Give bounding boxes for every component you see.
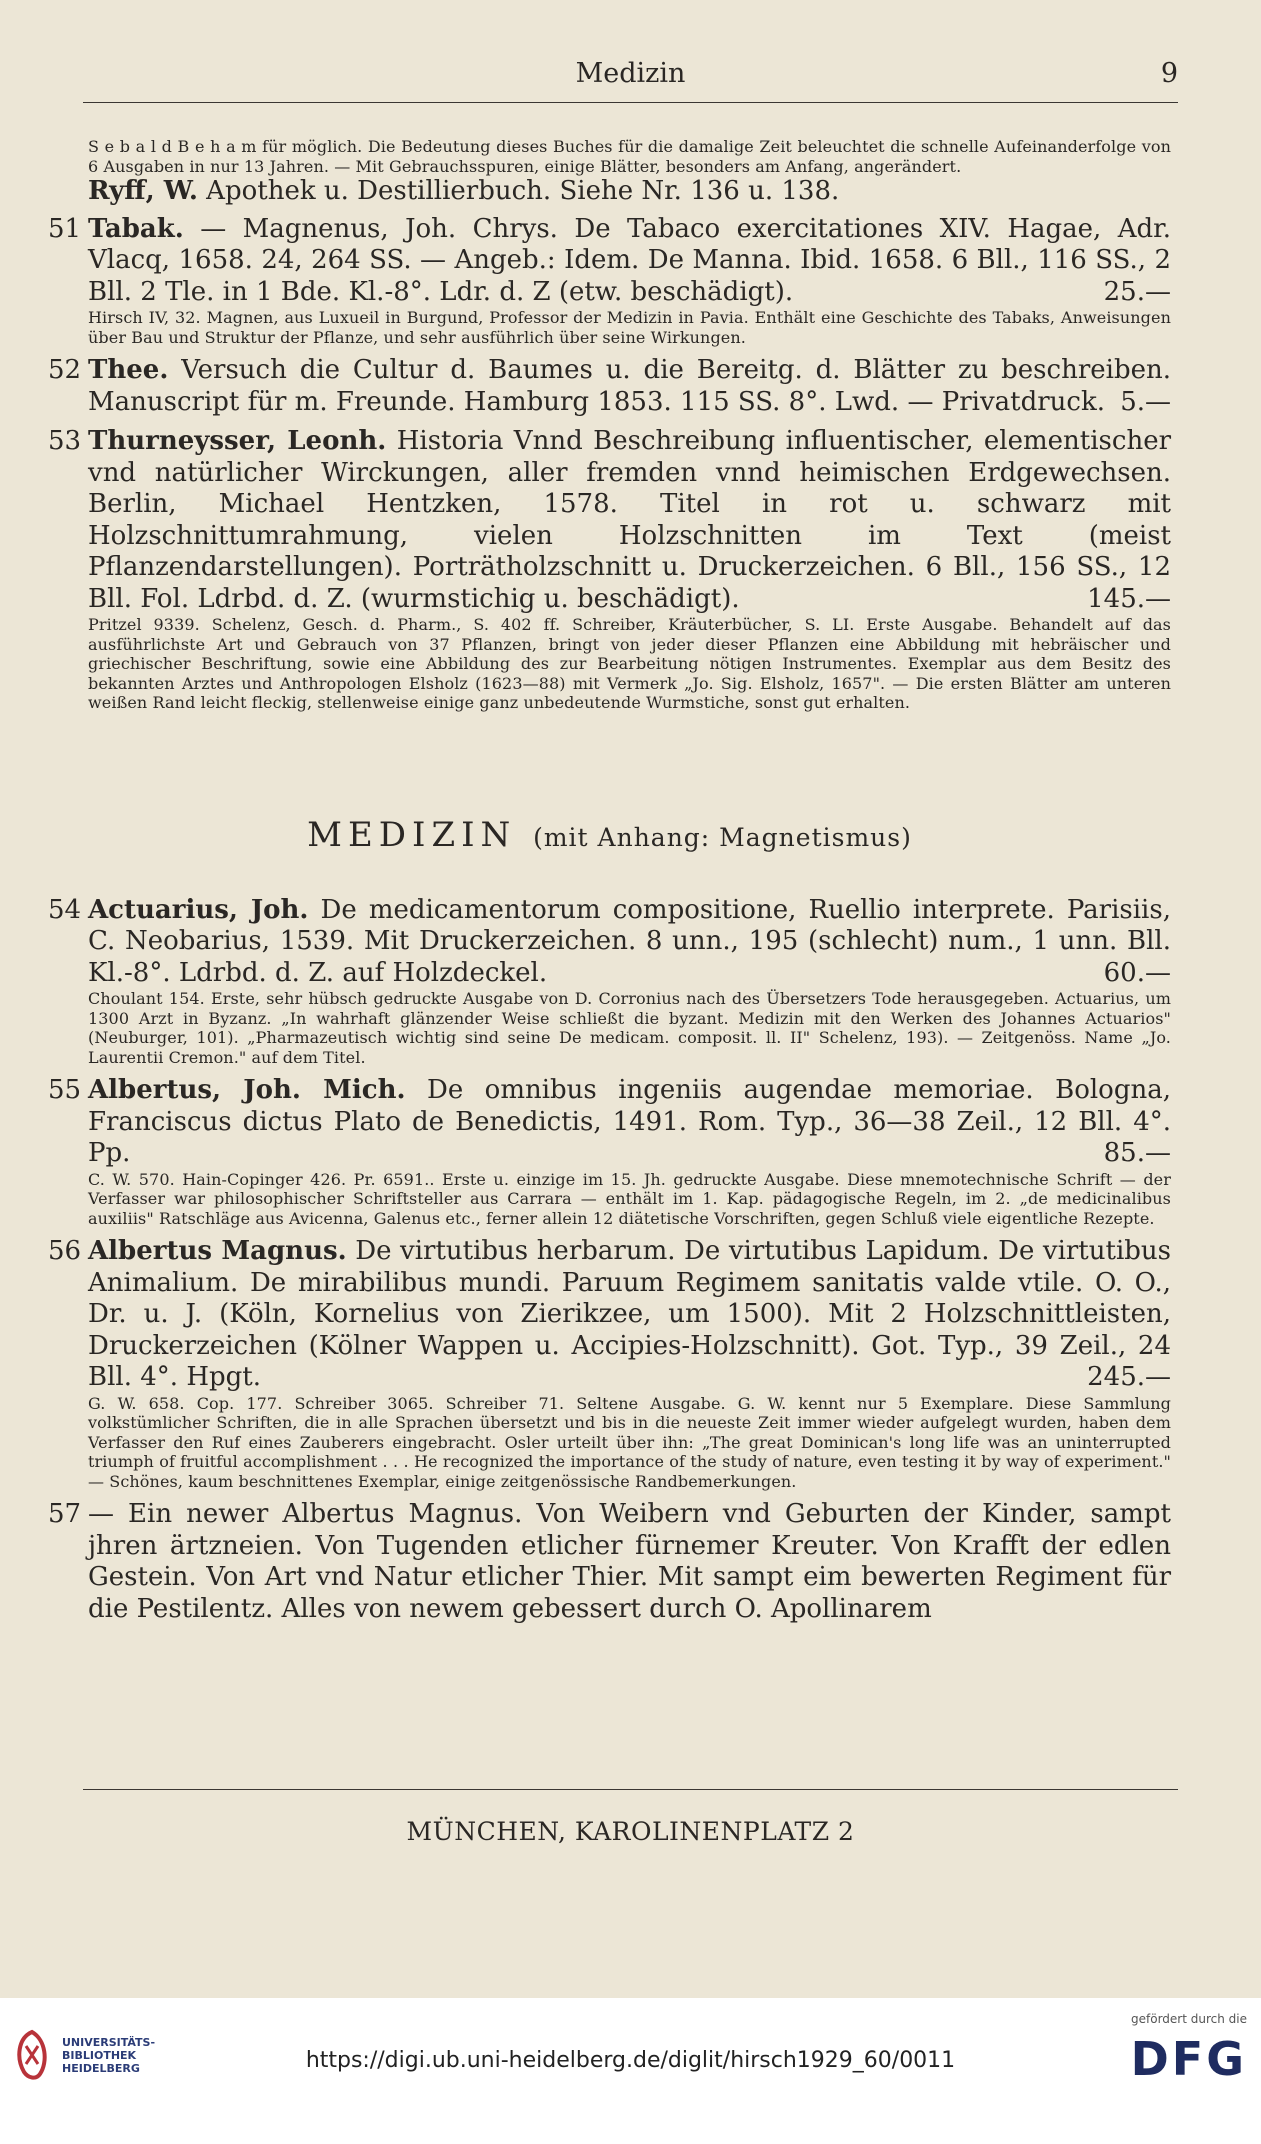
entry-author: Albertus, Joh. Mich. <box>88 1075 406 1105</box>
library-line: HEIDELBERG <box>62 2061 140 2075</box>
page-header <box>83 58 1178 102</box>
cross-reference-author: Ryff, W. <box>88 176 198 206</box>
library-line: BIBLIOTHEK <box>62 2048 137 2062</box>
footer-rule <box>83 1789 1178 1790</box>
entry-text: — Ein newer Albertus Magnus. Von Weibern vnd Geburten der Kinder, sampt jhren ärtzneien. Von Tugenden etlicher fürnemer Kreuter. Von Krafft der edlen Gestein. Von Art vnd Natur etlicher Thier. Mit sampt eim bewerten Regiment für die Pestilentz. Alles von newem gebessert durch O. Apollinarem <box>88 1499 1171 1624</box>
section-subtitle: (mit Anhang: Magnetismus) <box>533 822 912 852</box>
entry-number: 51 <box>48 213 82 244</box>
catalog-entry <box>48 214 1171 309</box>
entry-price: 25.— <box>1103 276 1171 307</box>
catalog-entry <box>48 1499 1171 1625</box>
catalog-entry <box>48 1075 1171 1170</box>
entry-author: Albertus Magnus. <box>88 1236 347 1266</box>
library-line: UNIVERSITÄTS- <box>62 2035 156 2049</box>
entry-note: G. W. 658. Cop. 177. Schreiber 3065. Schreiber 71. Seltene Ausgabe. G. W. kennt nur 5 Exemplare. Diese Sammlung volkstümlicher Schriften, die in alle Sprachen übersetzt und bis in die neueste Zeit immer wieder aufgelegt wurden, haben dem Verfasser den Ruf eines Zauberers eingebracht. Osler urteilt über ihn: „The great Dominican's long life was an uninterrupted triumph of fruitful accomplishment . . . He recognized the importance of the study of nature, even testing it by way of experiment." — Schönes, kaum beschnittenes Exemplar, einige zeitgenössische Randbemerkungen. <box>88 1393 1171 1491</box>
section-title: MEDIZIN <box>307 814 517 855</box>
entry-text: De virtutibus herbarum. De virtutibus Lapidum. De virtutibus Animalium. De mirabilibus mundi. Paruum Regimem sanitatis valde vtile. O. O., Dr. u. J. (Köln, Kornelius von Zierikzee, um 1500). Mit 2 Holzschnittleisten, Druckerzeichen (Kölner Wappen u. Accipies-Holzschnitt). Got. Typ., 39 Zeil., 24 Bll. 4°. Hpgt. <box>88 1236 1172 1392</box>
entries-top <box>48 214 1171 713</box>
page-number: 9 <box>1160 58 1178 89</box>
dfg-caption: gefördert durch die <box>1131 2012 1247 2026</box>
dfg-mark: DFG <box>1130 2032 1247 2086</box>
entry-text: — Magnenus, Joh. Chrys. De Tabaco exercitationes XIV. Hagae, Adr. Vlacq, 1658. 24, 264 SS. — Angeb.: Idem. De Manna. Ibid. 1658. 6 Bll., 116 SS., 2 Bll. 2 Tle. in 1 Bde. Kl.-8°. Ldr. d. Z (etw. beschädigt). <box>88 213 1171 307</box>
entry-number: 56 <box>48 1236 82 1266</box>
entry-text: Historia Vnnd Beschreibung influentischer, elementischer vnd natürlicher Wirckungen, aller fremden vnnd heimischen Erdgewechsen. Berlin, Michael Hentzken, 1578. Titel in rot u. schwarz mit Holzschnittumrahmung, vielen Holzschnitten im Text (meist Pflanzendarstellungen). Porträtholzschnitt u. Druckerzeichen. 6 Bll., 156 SS., 12 Bll. Fol. Ldrbd. d. Z. (wurmstichig u. beschädigt). <box>88 426 1172 614</box>
entry-author: Thee. <box>88 355 169 385</box>
catalog-entry <box>48 355 1171 418</box>
cross-reference <box>88 176 1171 208</box>
entry-price: 145.— <box>1087 583 1171 614</box>
catalog-entry <box>48 1236 1171 1394</box>
entry-note: C. W. 570. Hain-Copinger 426. Pr. 6591.. Erste u. einzige im 15. Jh. gedruckte Ausgabe. Diese mnemotechnische Schrift — der Verfasser war philosophischer Schriftsteller aus Carrara — enthält im 1. Kap. pädagogische Regeln, im 2. „de medicinalibus auxiliis" Ratschläge aus Avicenna, Galenus etc., ferner allein 12 diätetische Vorschriften, gegen Schluß viele eigentliche Rezepte. <box>88 1169 1171 1228</box>
catalog-content <box>48 137 1171 1625</box>
entry-note: Pritzel 9339. Schelenz, Gesch. d. Pharm., S. 402 ff. Schreiber, Kräuterbücher, S. LI. Erste Ausgabe. Behandelt auf das ausführlichste Art und Gebrauch von 37 Pflanzen, bringt von jeder dieser Pflanzen eine Abbildung mit hebräischer und griechischer Beschriftung, sowie eine Abbildung des zur Bearbeitung nötigen Instrumentes. Exemplar aus dem Besitz des bekannten Arztes und Anthropologen Elsholz (1623—88) mit Vermerk „Jo. Sig. Elsholz, 1657". — Die ersten Blätter am unteren weißen Rand leicht fleckig, stellenweise einige ganz unbedeutende Wurmstiche, sonst gut erhalten. <box>88 615 1171 712</box>
entry-price: 60.— <box>1103 957 1171 988</box>
entry-price: 245.— <box>1087 1362 1171 1392</box>
entry-number: 52 <box>48 355 82 385</box>
entry-text: Versuch die Cultur d. Baumes u. die Bereitg. d. Blätter zu beschreiben. Manuscript für m. Freunde. Hamburg 1853. 115 SS. 8°. Lwd. — Privatdruck. <box>88 355 1171 417</box>
entry-price: 5.— <box>1120 386 1171 417</box>
catalog-entry <box>48 895 1171 990</box>
entry-number: 53 <box>48 426 82 456</box>
entry-note: Choulant 154. Erste, sehr hübsch gedruckte Ausgabe von D. Corronius nach des Übersetzers Tode herausgegeben. Actuarius, um 1300 Arzt in Byzanz. „In wahrhaft glänzender Weise schließt die byzant. Medizin mit den Werken des Johannes Actuarios" (Neuburger, 101). „Pharmazeutisch wichtig sind seine De medicam. composit. ll. II" Schelenz, 193). — Zeitgenöss. Name „Jo. Laurentii Cremon." auf dem Titel. <box>88 989 1171 1067</box>
entry-number: 54 <box>48 894 82 925</box>
catalog-entry <box>48 426 1171 615</box>
intro-note: S e b a l d B e h a m für möglich. Die Bedeutung dieses Buches für die damalige Zeit beleuchtet die schnelle Aufeinanderfolge von 6 Ausgaben in nur 13 Jahren. — Mit Gebrauchsspuren, einige Blätter, besonders am Anfang, angerändert. <box>88 137 1171 176</box>
dfg-logo[interactable] <box>1131 2012 1247 2086</box>
page-footer: MÜNCHEN, KAROLINENPLATZ 2 <box>406 1817 855 1846</box>
header-rule <box>83 102 1178 103</box>
entry-number: 55 <box>48 1075 82 1105</box>
cross-reference-text: Apothek u. Destillierbuch. Siehe Nr. 136 u. 138. <box>197 176 840 206</box>
page-title: Medizin <box>575 58 686 89</box>
entry-price: 85.— <box>1103 1138 1171 1168</box>
entry-number: 57 <box>48 1499 82 1529</box>
section-heading <box>48 815 1171 855</box>
permalink-url[interactable]: https://digi.ub.uni-heidelberg.de/diglit/hirsch1929_60/0011 <box>305 2048 956 2073</box>
viewer-bottom-bar <box>0 1998 1261 2144</box>
entry-note: Hirsch IV, 32. Magnen, aus Luxueil in Burgund, Professor der Medizin in Pavia. Enthält eine Geschichte des Tabaks, Anweisungen über Bau und Struktur der Pflanze, und sehr ausführlich über seine Wirkungen. <box>88 308 1171 347</box>
entry-author: Tabak. <box>88 213 184 244</box>
entry-text: De omnibus ingeniis augendae memoriae. Bologna, Franciscus dictus Plato de Benedictis, 1491. Rom. Typ., 36—38 Zeil., 12 Bll. 4°. Pp. <box>88 1075 1171 1168</box>
entry-author: Thurneysser, Leonh. <box>88 426 387 456</box>
entry-text: De medicamentorum compositione, Ruellio interprete. Parisiis, C. Neobarius, 1539. Mit Druckerzeichen. 8 unn., 195 (schlecht) num., 1 unn. Bll. Kl.-8°. Ldrbd. d. Z. auf Holzdeckel. <box>88 894 1171 988</box>
entries-main <box>48 895 1171 1626</box>
entry-author: Actuarius, Joh. <box>88 894 309 925</box>
